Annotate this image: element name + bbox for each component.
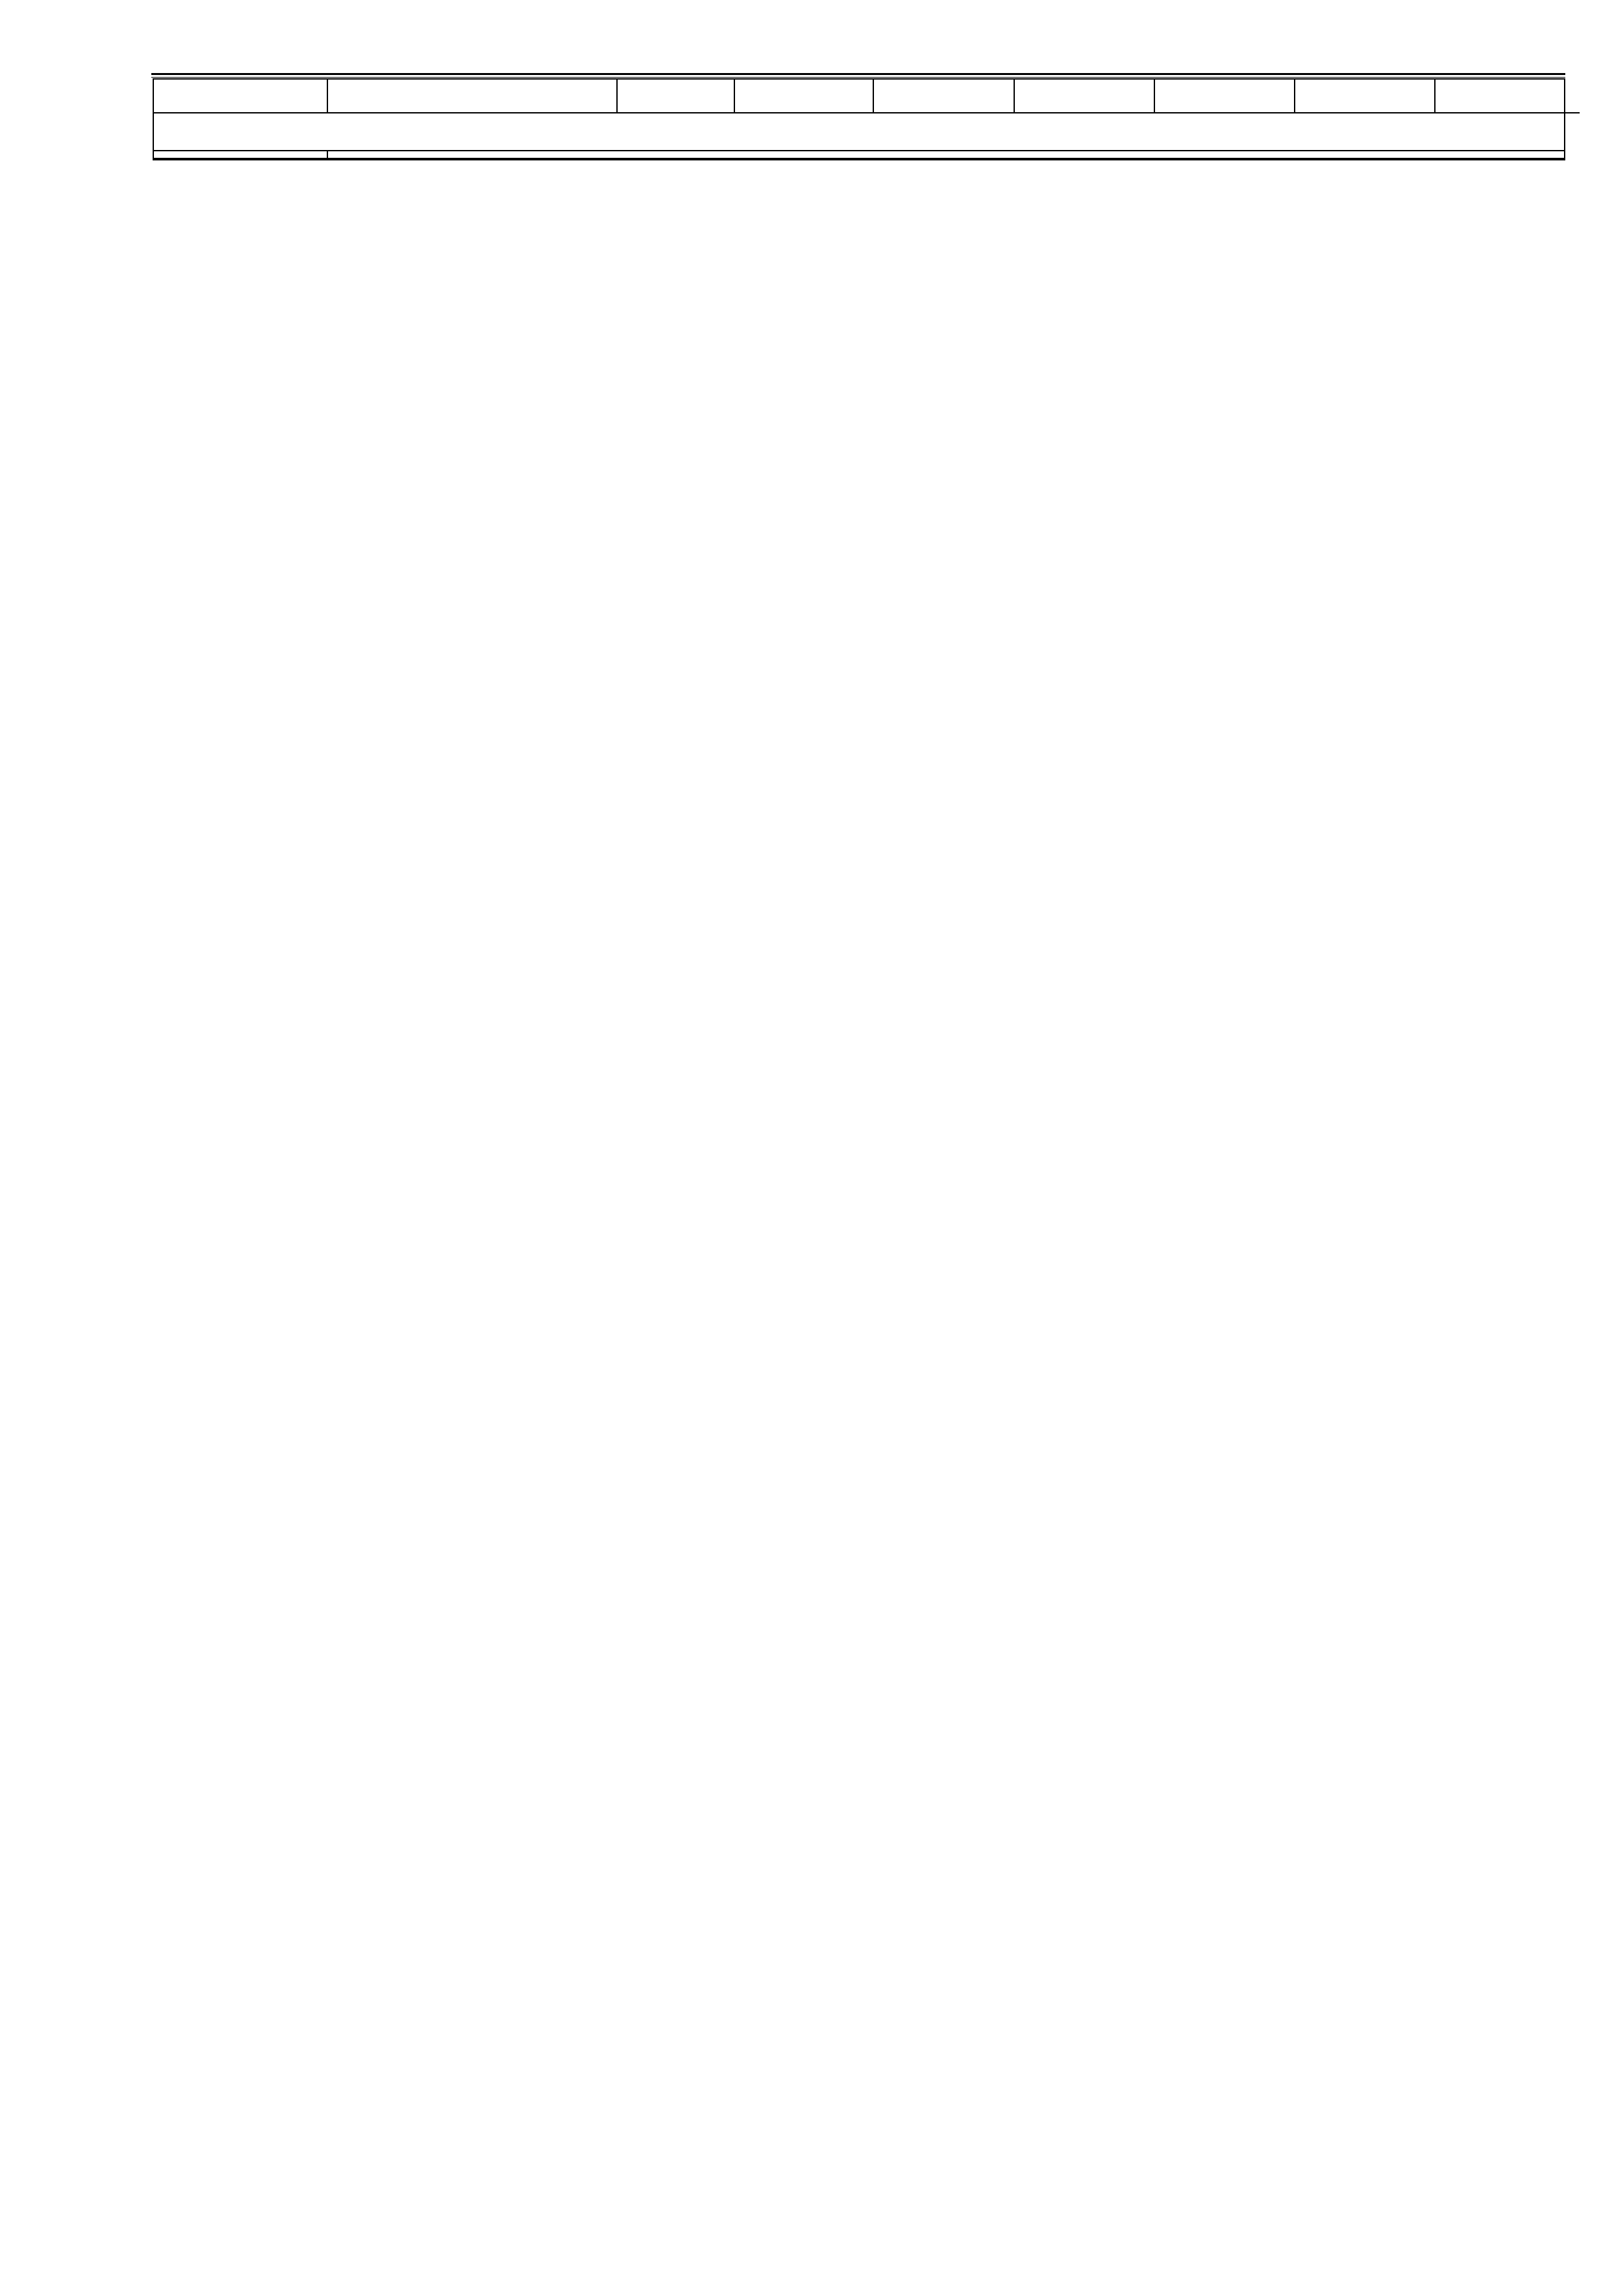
measure-line	[337, 119, 1556, 146]
column-number	[154, 80, 328, 113]
column-number	[874, 80, 1015, 113]
section-title	[328, 151, 1567, 158]
column-number	[618, 80, 735, 113]
column-number-row	[154, 80, 1564, 113]
column-number	[1155, 80, 1295, 113]
header-rule	[151, 73, 1565, 78]
rates-table	[153, 78, 1565, 160]
column-number	[328, 80, 618, 113]
column-number	[1436, 80, 1580, 113]
column-number	[735, 80, 874, 113]
table-528-header	[154, 113, 1564, 151]
column-number	[1295, 80, 1436, 113]
column-number	[1015, 80, 1155, 113]
section-spacer	[154, 151, 328, 158]
section-header-row	[154, 151, 1564, 159]
